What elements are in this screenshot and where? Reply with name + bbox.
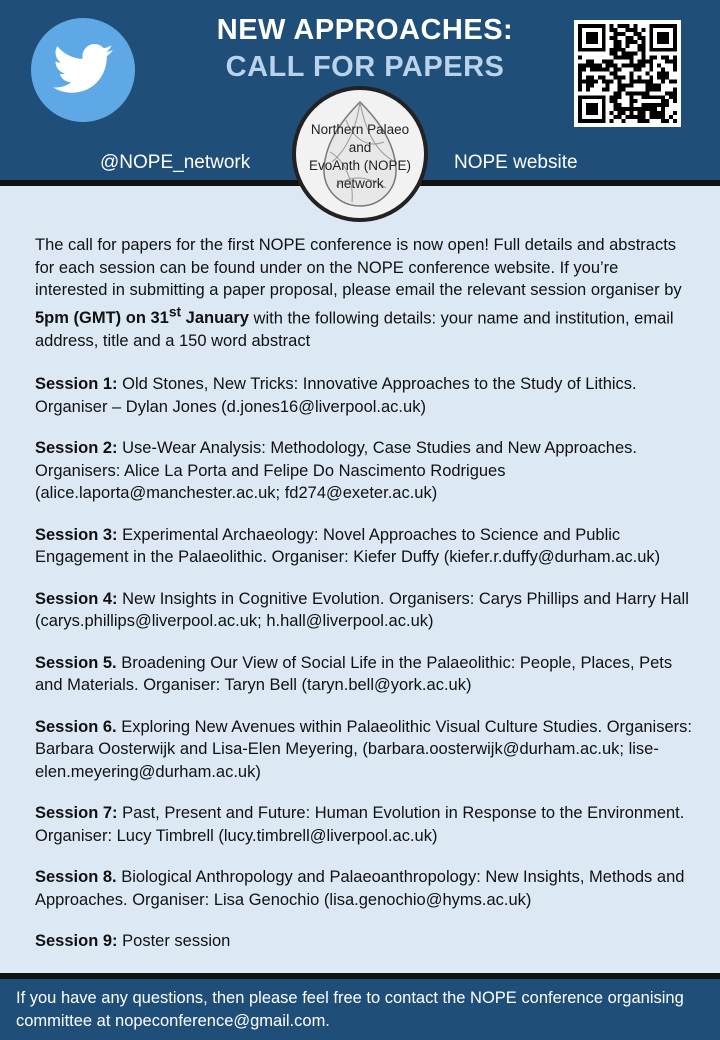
session-label: Session 4: [35, 589, 118, 608]
deadline-time: 5pm (GMT) on 31 [35, 309, 169, 327]
footer-banner [0, 979, 720, 1040]
session-description: Past, Present and Future: Human Evolution in Response to the Environment. Organiser: Lucy Timbrell (lucy.timbrell@liverpool.ac.uk) [35, 804, 685, 845]
twitter-icon[interactable] [31, 18, 135, 122]
intro-paragraph [35, 234, 695, 352]
session-item [35, 866, 695, 911]
logo-line: network [336, 176, 384, 191]
qr-code-pattern [578, 24, 677, 123]
logo-line: EvoAnth (NOPE) [308, 158, 412, 173]
session-label: Session 9: [35, 932, 118, 950]
main-content [35, 234, 695, 972]
session-item [35, 437, 695, 505]
session-item [35, 716, 695, 784]
qr-code-icon[interactable] [574, 20, 681, 127]
session-item [35, 802, 695, 847]
deadline-text [35, 304, 249, 327]
session-description: Biological Anthropology and Palaeoanthropology: New Insights, Methods and Approaches. Organiser: Lisa Genochio (lisa.genochio@hyms.ac.uk) [35, 868, 685, 909]
session-label: Session 7: [35, 804, 118, 822]
session-item [35, 930, 695, 953]
session-label: Session 6. [35, 717, 117, 736]
session-description: Broadening Our View of Social Life in the Palaeolithic: People, Places, Pets and Materials. Organiser: Taryn Bell (taryn.bell@york.ac.uk) [35, 653, 673, 694]
poster-title-line-1: NEW APPROACHES: [216, 14, 514, 46]
deadline-month: January [181, 309, 249, 327]
nope-logo [292, 86, 428, 222]
session-item [35, 524, 695, 569]
session-label: Session 5. [35, 653, 117, 672]
logo-line: Northern Palaeo [310, 122, 410, 137]
session-label: Session 8. [35, 868, 117, 886]
session-description: Old Stones, New Tricks: Innovative Approaches to the Study of Lithics. Organiser – Dylan Jones (d.jones16@liverpool.ac.uk) [35, 375, 637, 416]
session-item [35, 373, 695, 418]
logo-line: and [348, 140, 372, 155]
session-item [35, 652, 695, 697]
footer-contact-text: If you have any questions, then please feel free to contact the NOPE conference organising committee at nopeconference@gmail.com. [16, 989, 684, 1030]
twitter-handle[interactable]: @NOPE_network [100, 152, 251, 173]
website-link[interactable]: NOPE website [454, 152, 578, 173]
session-description: Use-Wear Analysis: Methodology, Case Studies and New Approaches. Organisers: Alice La Porta and Felipe Do Nascimento Rodrigues (alice.laporta@manchester.ac.uk; fd274@exeter.ac.uk) [35, 439, 637, 502]
intro-text: The call for papers for the first NOPE conference is now open! Full details and abstracts for each session can be found under on the NOPE conference website. If you’re interested in submitting a paper proposal, please email the relevant session organiser by [35, 236, 682, 299]
session-label: Session 1: [35, 375, 118, 393]
logo-label [296, 121, 424, 193]
session-description: Exploring New Avenues within Palaeolithic Visual Culture Studies. Organisers: Barbara Oosterwijk and Lisa-Elen Meyering, (barbara.oosterwijk@durham.ac.uk; lise-elen.meyering@durham.ac.uk) [35, 717, 692, 781]
twitter-bird-icon [53, 44, 113, 94]
session-label: Session 3: [35, 525, 118, 544]
deadline-ordinal: st [168, 304, 182, 320]
session-description: New Insights in Cognitive Evolution. Organisers: Carys Phillips and Harry Hall (carys.phillips@liverpool.ac.uk; h.hall@liverpool.ac.uk) [35, 589, 689, 630]
poster-title-line-2: CALL FOR PAPERS [225, 51, 505, 83]
session-description: Poster session [117, 932, 231, 950]
session-item [35, 588, 695, 633]
session-label: Session 2: [35, 439, 118, 457]
session-description: Experimental Archaeology: Novel Approaches to Science and Public Engagement in the Palaeolithic. Organiser: Kiefer Duffy (kiefer.r.duffy@durham.ac.uk) [35, 525, 661, 566]
intro-text-tail: with the following details: your name and institution, email address, title and a 150 word abstract [35, 309, 674, 350]
